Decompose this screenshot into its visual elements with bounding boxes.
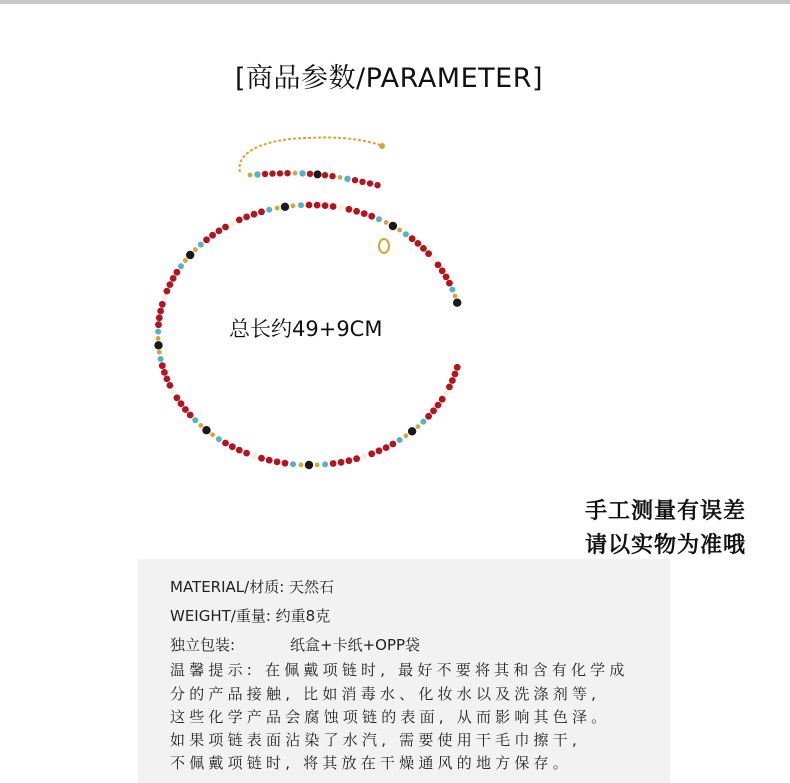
red-bead [178,400,185,407]
red-bead [376,447,383,454]
gold-spacer-bead [397,228,402,233]
turquoise-bead [376,216,382,222]
measurement-note-line-2: 请以实物为准哦 [585,533,747,558]
necklace-clasp [240,137,389,253]
red-bead [425,413,432,420]
gold-spacer-bead [416,424,421,429]
pearl-bead [251,453,257,459]
red-bead [452,371,459,378]
red-bead [274,459,281,466]
red-bead [352,177,358,183]
red-bead [346,457,353,464]
red-bead [329,173,335,179]
gold-spacer-bead [299,462,304,467]
turquoise-bead [155,329,161,335]
turquoise-bead [158,356,164,362]
turquoise-bead [344,176,350,182]
red-bead [390,441,397,448]
black-bead [408,427,416,435]
spec-package-value: 纸盒+卡纸+OPP袋 [290,636,421,654]
red-bead [284,170,290,176]
red-bead [439,396,446,403]
turquoise-bead [198,242,204,248]
gold-spacer-bead [156,336,161,341]
gold-spacer-bead [210,432,215,437]
red-bead [222,224,229,231]
turquoise-bead [266,207,272,213]
red-bead [439,267,446,274]
pearl-bead [161,295,167,301]
red-bead [164,288,171,295]
pearl-bead [431,256,437,262]
lobster-clasp [379,239,389,253]
red-bead [409,235,416,242]
spec-package-label: 独立包装: [170,636,236,654]
turquoise-bead [420,419,426,425]
gold-spacer-bead [338,175,343,180]
red-bead [367,180,373,186]
care-tip-line: 这些化学产品会腐蚀项链的表面, 从而影响其色泽。 [170,708,611,726]
red-bead [251,211,258,218]
red-bead [157,308,164,315]
turquoise-bead [290,461,296,467]
pearl-bead [338,205,344,211]
red-bead [368,213,375,220]
gold-spacer-bead [193,247,198,252]
red-bead [368,450,375,457]
red-bead [306,202,313,209]
red-bead [353,208,360,215]
black-bead [186,251,194,259]
black-bead [202,426,210,434]
gold-spacer-bead [453,294,458,299]
turquoise-bead [178,263,184,269]
red-bead [435,262,442,269]
red-bead [322,172,328,178]
gold-spacer-bead [404,433,409,438]
gold-spacer-bead [315,463,320,468]
pearl-bead [443,390,449,396]
red-bead [209,232,216,239]
red-bead [446,280,453,287]
red-bead [277,170,283,176]
red-bead [446,384,453,391]
red-bead [170,275,177,282]
red-bead [454,364,461,371]
turquoise-bead [192,417,198,423]
black-bead [389,222,397,230]
red-bead [167,281,174,288]
red-bead [161,369,168,376]
turquoise-bead [216,436,222,442]
red-bead [155,321,162,328]
red-bead [425,250,432,257]
black-bead [305,461,313,469]
red-bead [203,236,210,243]
care-tip-line: 温馨提示: 在佩戴项链时, 最好不要将其和含有化学成 [170,661,629,679]
red-bead [236,447,243,454]
red-bead [415,240,422,247]
red-bead [383,444,390,451]
red-bead [430,407,437,414]
turquoise-bead [298,202,304,208]
red-bead [346,206,353,213]
chain-end-tag [379,143,385,149]
page-title: [商品参数/PARAMETER] [235,63,543,94]
red-bead [361,210,368,217]
red-bead [269,170,275,176]
measurement-note-line-1: 手工测量有误差 [585,499,747,524]
red-bead [266,457,273,464]
red-bead [229,443,236,450]
pearl-bead [229,220,235,226]
red-bead [159,301,166,308]
red-bead [359,179,365,185]
spec-material: MATERIAL/材质: 天然石 [170,578,335,596]
red-bead [243,450,250,457]
turquoise-bead [397,437,403,443]
care-tip-line: 如果项链表面沾染了水汽, 需要使用干毛巾擦干, [170,731,581,749]
red-bead [443,274,450,281]
red-bead [156,314,163,321]
red-bead [314,202,321,209]
spec-package [170,634,421,655]
black-bead [453,299,461,307]
care-tip-line: 不佩戴项链时, 将其放在干燥通风的地方保存。 [170,754,572,772]
black-bead [154,341,162,349]
red-bead [164,376,171,383]
turquoise-bead [254,171,260,177]
gold-spacer-bead [198,423,203,428]
red-bead [258,455,265,462]
total-length-label: 总长约49+9CM [229,317,383,341]
red-bead [174,394,181,401]
black-bead [281,203,289,211]
red-bead [159,362,166,369]
red-bead [353,455,360,462]
gold-spacer-bead [157,350,162,355]
red-bead [322,202,329,209]
red-bead [258,208,265,215]
red-bead [282,460,289,467]
turquoise-bead [449,287,455,293]
turquoise-bead [403,231,409,237]
red-bead [243,214,250,221]
red-bead [167,382,174,389]
necklace-image [140,120,480,470]
spec-weight: WEIGHT/重量: 约重8克 [170,607,331,625]
gold-spacer-bead [384,220,389,225]
red-bead [182,406,189,413]
red-bead [449,377,456,384]
gold-spacer-bead [293,171,298,176]
gold-spacer-bead [248,173,253,178]
pearl-bead [170,389,176,395]
extension-chain [240,137,380,172]
red-bead [262,171,268,177]
red-bead [435,402,442,409]
black-bead [314,170,322,178]
red-bead [330,460,337,467]
red-bead [330,203,337,210]
red-bead [187,412,194,419]
red-bead [216,228,223,235]
red-bead [307,171,313,177]
turquoise-bead [322,461,328,467]
gold-spacer-bead [183,258,188,263]
red-bead [174,269,181,276]
pearl-bead [361,453,367,459]
top-image-strip [0,0,790,4]
red-bead [236,217,243,224]
red-bead [420,245,427,252]
gold-spacer-bead [291,203,296,208]
care-tip-line: 分的产品接触, 比如消毒水、化妆水以及洗涤剂等, [170,685,601,703]
red-bead [338,459,345,466]
turquoise-bead [299,170,305,176]
gold-spacer-bead [275,206,280,211]
red-bead [374,182,380,188]
red-bead [222,440,229,447]
